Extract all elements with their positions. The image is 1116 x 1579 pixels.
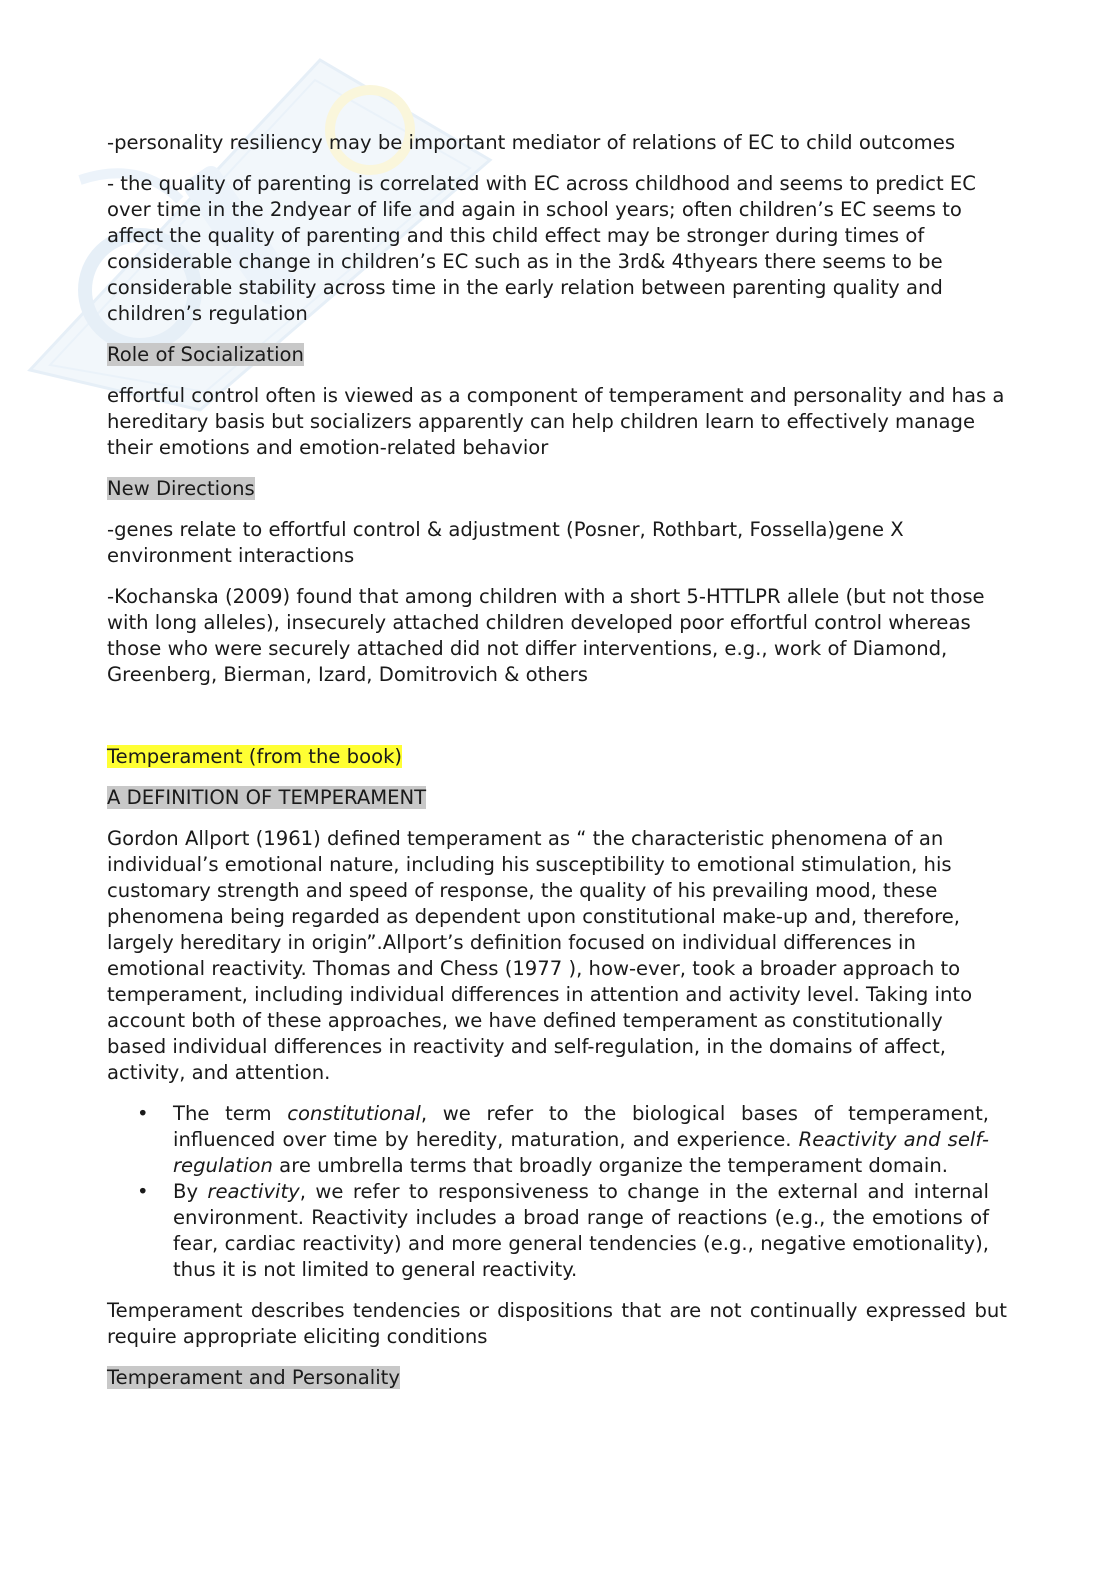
paragraph-tendencies: Temperament describes tendencies or dispositions that are not continually expressed but require appropriate eliciting conditions [107,1299,1007,1348]
term-reactivity-self-regulation: Reactivity and self-regulation [173,1128,989,1177]
bullet-icon: • [137,1180,149,1203]
paragraph-allport: Gordon Allport (1961) defined temperament as “ the characteristic phenomena of an individual’s emotional nature, including his susceptibility to emotional stimulation, his customary strength and speed of response, the quality of his prevailing mood, these phenomena being regarded as dependent upon constitutional make-up and, therefore, largely hereditary in origin”.Allport’s definition focused on individual differences in emotional reactivity. Thomas and Chess (1977 ), how-ever, took a broader approach to temperament, including individual differences in attention and activity level. Taking into account both of these approaches, we have defined temperament as constitutionally based individual differences in reactivity and self-regulation, in the domains of affect, activity, and attention. [107,827,973,1084]
list-item-text: , we refer to the biological bases of temperament, influenced over time by heredity, maturation, and experience. [173,1102,989,1151]
heading-text: Role of Socialization [107,343,304,366]
heading-new-directions [107,476,1007,502]
heading-text: Temperament and Personality [107,1366,400,1389]
list-item-constitutional [107,1101,989,1179]
list-item-text: , we refer to responsiveness to change in the external and internal environment. Reactivity includes a broad range of reactions (e.g., the emotions of fear, cardiac reactivity) and more general tendencies (e.g., negative emotionality), thus it is not limited to general reactivity. [173,1180,989,1281]
list-item-text: are umbrella terms that broadly organize the temperament domain. [272,1154,949,1177]
heading-definition-of-temperament [107,785,1007,811]
heading-temperament-and-personality [107,1365,1007,1391]
paragraph-kochanska: -Kochanska (2009) found that among children with a short 5-HTTLPR allele (but not those with long alleles), insecurely attached children developed poor effortful control whereas those who were securely attached did not differ interventions, e.g., work of Diamond, Greenberg, Bierman, Izard, Domitrovich & others [107,585,985,686]
document-page [107,130,1007,1406]
paragraph-socialization: effortful control often is viewed as a component of temperament and personality and has a hereditary basis but socializers apparently can help children learn to effectively manage their emotions and emotion-related behavior [107,384,1005,459]
term-reactivity: reactivity [207,1180,300,1203]
heading-temperament-book [107,744,1007,770]
bullet-list [107,1101,1007,1283]
heading-text: Temperament (from the book) [107,745,403,768]
list-item-text: By [173,1180,208,1203]
heading-text: New Directions [107,477,255,500]
heading-role-of-socialization [107,342,1007,368]
paragraph-genes: -genes relate to effortful control & adjustment (Posner, Rothbart, Fossella)gene X environment interactions [107,518,904,567]
paragraph-parenting: - the quality of parenting is correlated with EC across childhood and seems to predict EC over time in the 2ndyear of life and again in school years; often children’s EC seems to affect the quality of parenting and this child effect may be stronger during times of considerable change in children’s EC such as in the 3rd& 4thyears there seems to be considerable stability across time in the early relation between parenting quality and children’s regulation [107,172,976,325]
blank-line [107,703,1007,744]
heading-text: A DEFINITION OF TEMPERAMENT [107,786,427,809]
paragraph-resiliency: -personality resiliency may be important mediator of relations of EC to child outcomes [107,131,956,154]
list-item-reactivity [107,1179,989,1283]
bullet-icon: • [137,1102,149,1125]
term-constitutional: constitutional [287,1102,421,1125]
list-item-text: The term [173,1102,288,1125]
